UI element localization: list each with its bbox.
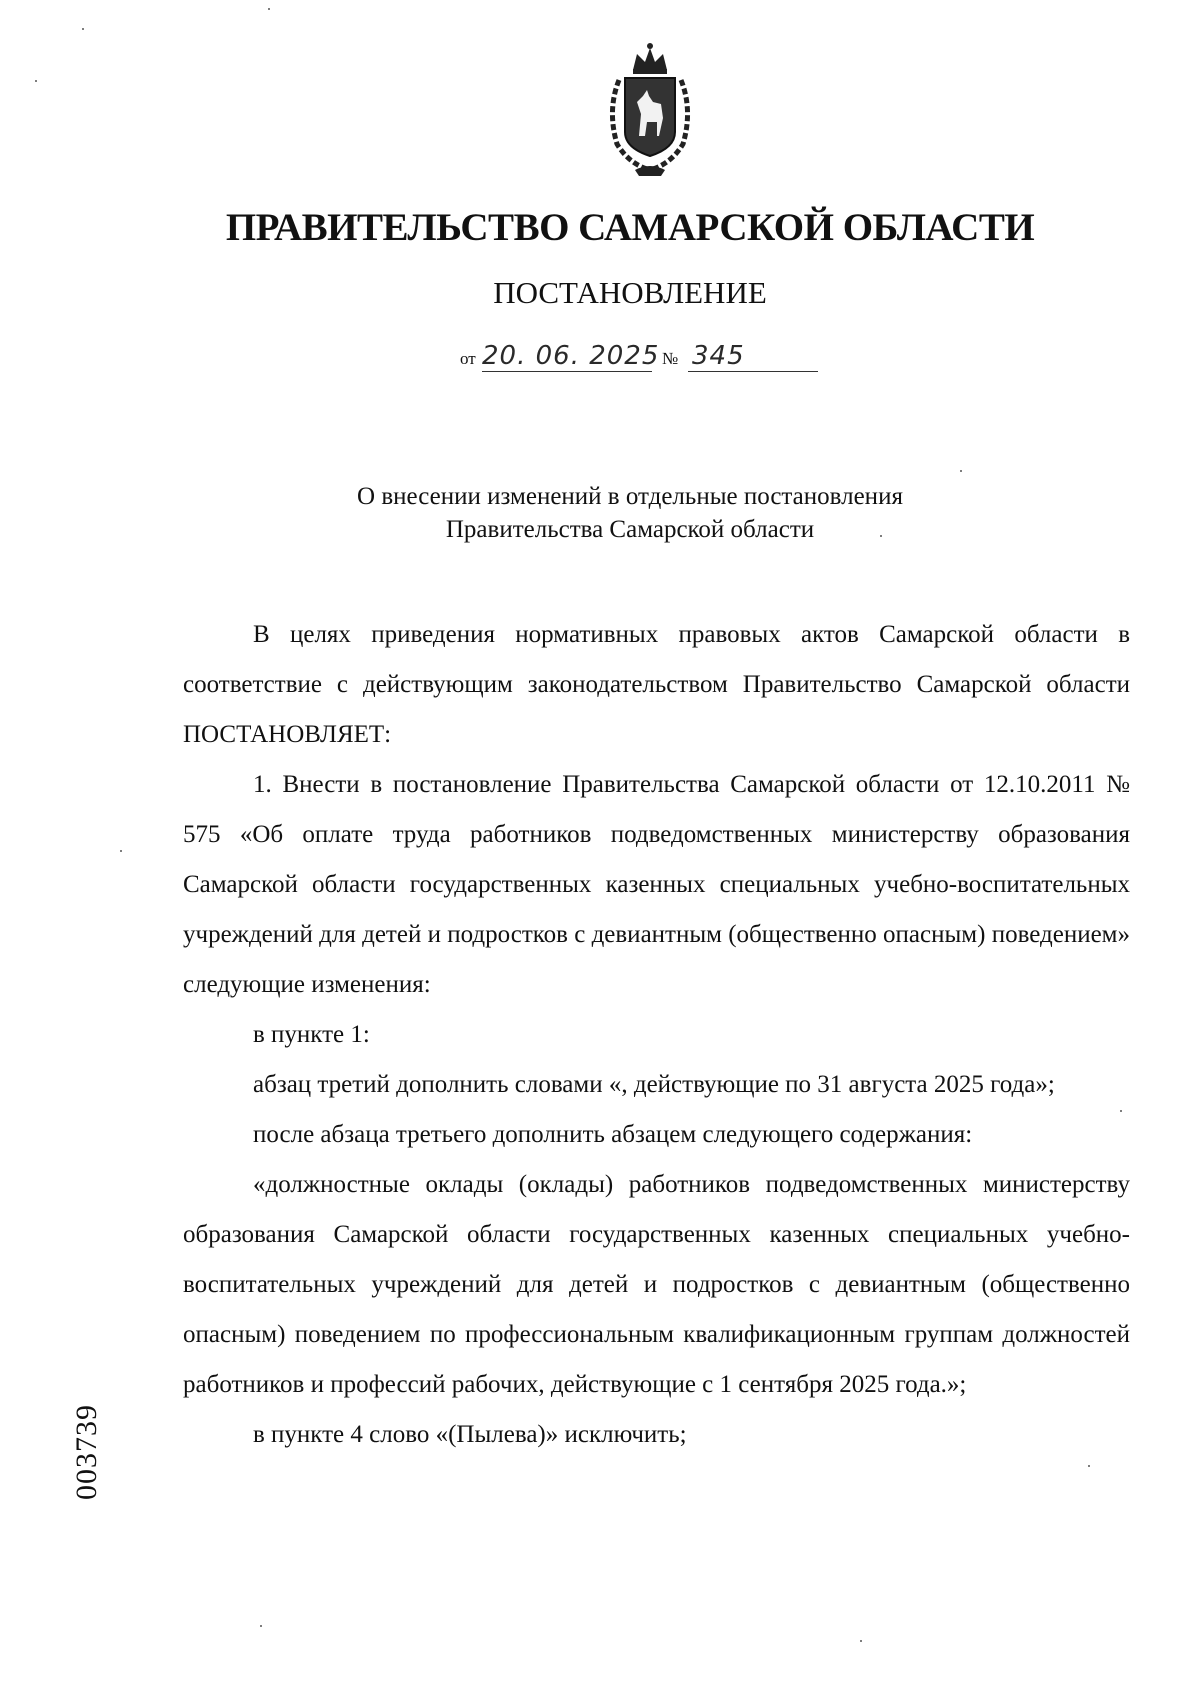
scan-speck [960, 470, 962, 472]
paragraph-point-1: в пункте 1: [253, 1021, 370, 1048]
scan-speck [860, 1640, 862, 1642]
paragraph-point-4: в пункте 4 слово «(Пылева)» исключить; [253, 1421, 687, 1448]
scan-speck [1120, 1110, 1122, 1112]
document-body [183, 610, 1130, 1460]
document-type: ПОСТАНОВЛЕНИЕ [493, 275, 767, 310]
paragraph-quoted-text: «должностные оклады (оклады) работников подведомственных министерству образования Самарской области государственных казенных специальных учебно-воспитательных учреждений для детей и подростков с девиантным (общественно опасным) поведением по профессиональным квалификационным группам должностей работников и профессий рабочих, действующие с 1 сентября 2025 года.»; [183, 1171, 1130, 1398]
scan-speck [35, 80, 37, 82]
scan-speck [1088, 1465, 1090, 1467]
document-subject [300, 480, 960, 546]
coat-of-arms-icon [595, 40, 705, 180]
date-prefix: от [460, 349, 476, 368]
number-prefix: № [662, 349, 679, 368]
subject-line-1: О внесении изменений в отдельные постановления [357, 483, 903, 510]
paragraph-add-after-third: после абзаца третьего дополнить абзацем следующего содержания: [253, 1121, 973, 1148]
number-underline [688, 371, 818, 372]
date-number-line [460, 335, 860, 375]
margin-stamp-number: 003739 [70, 1404, 103, 1500]
paragraph-amend-third: абзац третий дополнить словами «, действующие по 31 августа 2025 года»; [253, 1071, 1055, 1098]
government-title: ПРАВИТЕЛЬСТВО САМАРСКОЙ ОБЛАСТИ [225, 206, 1035, 249]
scan-speck [120, 850, 122, 852]
scan-speck [880, 535, 882, 537]
scan-speck [260, 1625, 262, 1627]
handwritten-number: 345 [692, 341, 745, 371]
scan-speck [82, 28, 84, 30]
paragraph-preamble: В целях приведения нормативных правовых актов Самарской области в соответствие с действующим законодательством Правительство Самарской области ПОСТАНОВЛЯЕТ: [183, 621, 1130, 748]
date-underline [482, 371, 652, 372]
paragraph-item-1: 1. Внести в постановление Правительства Самарской области от 12.10.2011 № 575 «Об оплате труда работников подведомственных министерству образования Самарской области государственных казенных специальных учебно-воспитательных учреждений для детей и подростков с девиантным (общественно опасным) поведением» следующие изменения: [183, 771, 1130, 998]
handwritten-date: 20. 06. 2025 [482, 341, 660, 371]
subject-line-2: Правительства Самарской области [445, 516, 815, 543]
scan-speck [268, 8, 270, 10]
